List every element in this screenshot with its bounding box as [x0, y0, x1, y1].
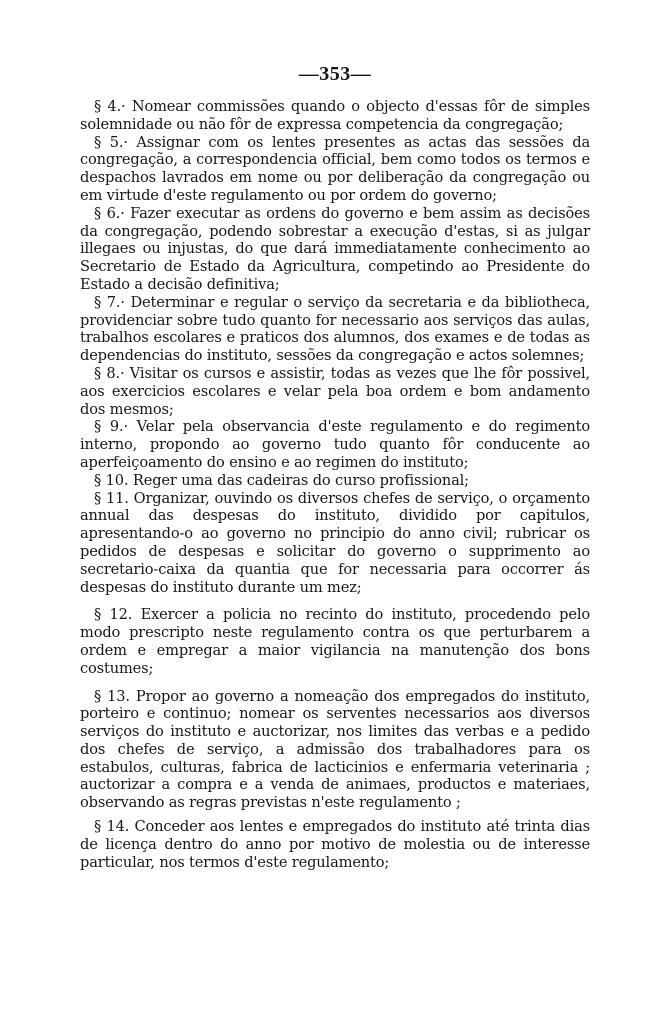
paragraph-section-12: § 12. Exercer a policia no recinto do instituto, procedendo pelo modo prescripto neste regulamento contra os que perturbarem a ordem e empregar a maior vigilancia na manutenção dos bons costumes;: [80, 606, 590, 677]
paragraph-section-13: § 13. Propor ao governo a nomeação dos empregados do instituto, porteiro e continuo; nomear os serventes necessarios aos diversos serviços do instituto e auctorizar, nos limites das verbas e a pedido dos chefes de serviço, a admissão dos trabalhadores para os estabulos, culturas, fabrica de lacticinios e enfermaria veterinaria ; auctorizar a compra e a venda de animaes, productos e materiaes, observando as regras previstas n'este regulamento ;: [80, 687, 590, 812]
paragraph-section-11: § 11. Organizar, ouvindo os diversos chefes de serviço, o orçamento annual das despesas do instituto, dividido por capitulos, apresentando-o ao governo no principio do anno civil; rubricar os pedidos de despesas e solicitar do governo o supprimento ao secretario-caixa da quantia que for necessaria para occorrer ás despesas do instituto durante um mez;: [80, 489, 590, 596]
document-body: [80, 98, 590, 871]
paragraph-section-8: § 8.· Visitar os cursos e assistir, todas as vezes que lhe fôr possivel, aos exercicios escolares e velar pela boa ordem e bom andamento dos mesmos;: [80, 364, 590, 418]
page-number: —353—: [298, 63, 372, 85]
paragraph-section-9: § 9.· Velar pela observancia d'este regulamento e do regimento interno, propondo ao governo tudo quanto fôr conducente ao aperfeiçoamento do ensino e ao regimen do instituto;: [80, 418, 590, 471]
paragraph-section-7: § 7.· Determinar e regular o serviço da secretaria e da bibliotheca, providenciar sobre tudo quanto for necessario aos serviços das aulas, trabalhos escolares e praticos dos alumnos, dos exames e de todas as dependencias do instituto, sessões da congregação e actos solemnes;: [80, 293, 590, 365]
paragraph-section-14: § 14. Conceder aos lentes e empregados do instituto até trinta dias de licença dentro do anno por motivo de molestia ou de interesse particular, nos termos d'este regulamento;: [80, 818, 590, 871]
paragraph-section-6: § 6.· Fazer executar as ordens do governo e bem assim as decisões da congregação, podendo sobrestar a execução d'estas, si as julgar illegaes ou injustas, do que dará immediatamente conhecimento ao Secretario de Estado da Agricultura, competindo ao Presidente do Estado a decisão definitiva;: [80, 204, 590, 293]
paragraph-section-10: § 10. Reger uma das cadeiras do curso profissional;: [94, 471, 469, 489]
paragraph-section-4: § 4.· Nomear commissões quando o objecto d'essas fôr de simples solemnidade ou não fôr de expressa competencia da congregação;: [80, 98, 590, 133]
paragraph-section-5: § 5.· Assignar com os lentes presentes as actas das sessões da congregação, a correspondencia official, bem como todos os termos e despachos lavrados em nome ou por deliberação da congregação ou em virtude d'este regulamento ou por ordem do governo;: [80, 133, 590, 204]
